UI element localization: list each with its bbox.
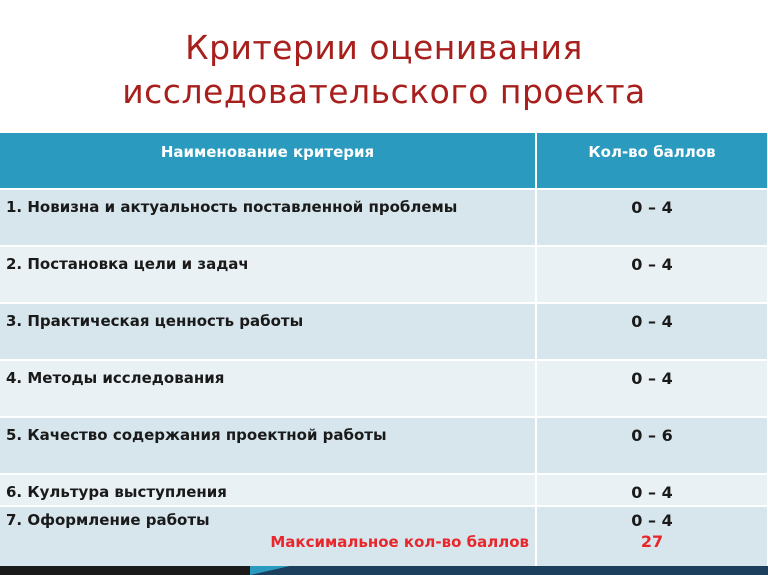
max-score-value: 27 (640, 532, 664, 551)
criterion-name: 4. Методы исследования (0, 360, 536, 417)
criterion-name: 6. Культура выступления (0, 474, 536, 506)
header-score: Кол-во баллов (536, 133, 768, 189)
table-row (0, 474, 768, 506)
slide-title (0, 26, 768, 114)
table-row (0, 506, 768, 568)
max-score-label: Максимальное кол-во баллов (270, 533, 529, 551)
criterion-score: 0 – 4 (631, 511, 673, 530)
criterion-score-with-total (536, 506, 768, 568)
criterion-name: 7. Оформление работы (6, 511, 210, 529)
table-row (0, 360, 768, 417)
table-row (0, 246, 768, 303)
criterion-name: 5. Качество содержания проектной работы (0, 417, 536, 474)
table-row (0, 417, 768, 474)
criterion-score: 0 – 4 (536, 246, 768, 303)
criterion-name: 1. Новизна и актуальность поставленной проблемы (0, 189, 536, 246)
table-row (0, 189, 768, 246)
criterion-score: 0 – 4 (536, 189, 768, 246)
criterion-name-with-total (0, 506, 536, 568)
title-line-2: исследовательского проекта (122, 72, 646, 111)
header-criterion-name: Наименование критерия (0, 133, 536, 189)
footer-accent (250, 566, 290, 575)
title-line-1: Критерии оценивания (185, 28, 583, 67)
table-row (0, 303, 768, 360)
criterion-score: 0 – 4 (536, 474, 768, 506)
criterion-name: 2. Постановка цели и задач (0, 246, 536, 303)
criterion-score: 0 – 4 (536, 360, 768, 417)
criterion-score: 0 – 4 (536, 303, 768, 360)
criteria-table (0, 133, 768, 569)
criterion-score: 0 – 6 (536, 417, 768, 474)
footer-bar-left (0, 566, 250, 575)
criterion-name: 3. Практическая ценность работы (0, 303, 536, 360)
table-header-row (0, 133, 768, 189)
